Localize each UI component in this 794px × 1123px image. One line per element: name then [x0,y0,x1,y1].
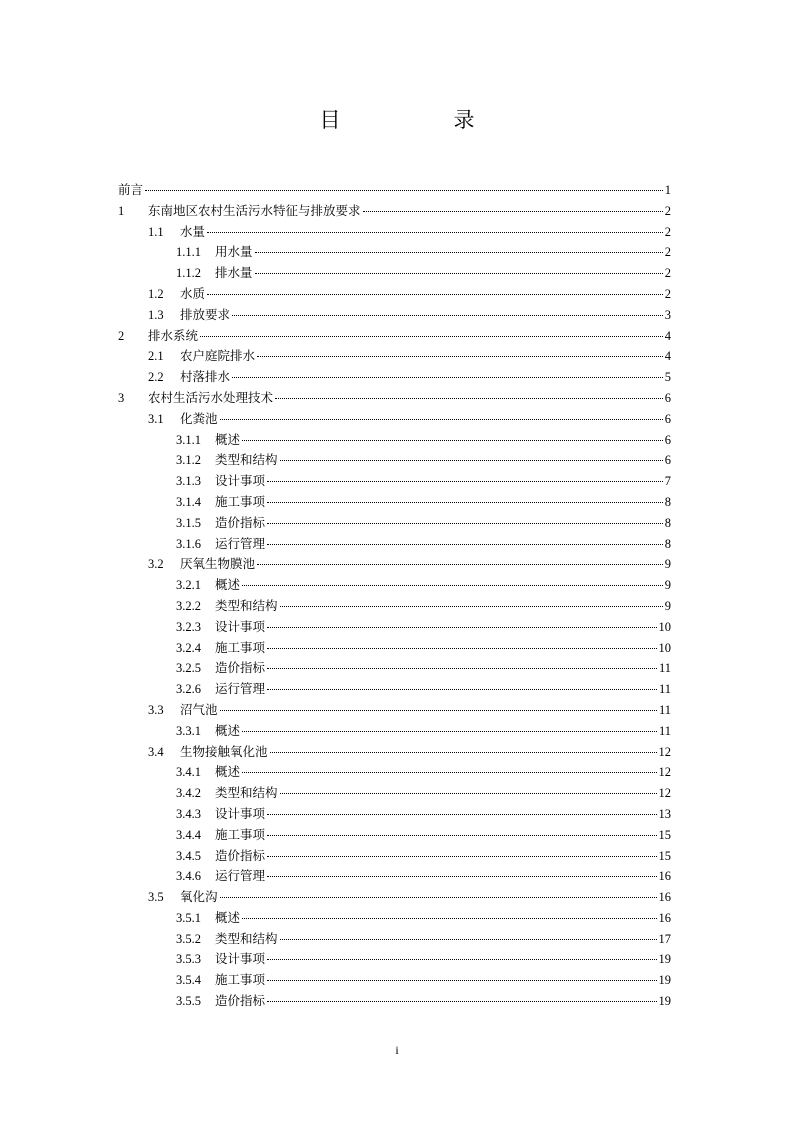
toc-entry[interactable] [118,513,671,534]
toc-entry-page-number: 15 [658,827,671,842]
toc-entry-number: 1 [118,203,125,218]
toc-entry[interactable] [118,242,671,263]
dot-leader [267,814,656,815]
toc-entry-title: 类型和结构 [215,785,278,801]
toc-entry-page-number: 15 [658,848,671,863]
dot-leader [363,211,663,212]
toc-entry-number: 3.4.6 [176,869,201,884]
toc-entry[interactable] [118,575,671,596]
toc-entry[interactable] [118,908,671,929]
toc-entry[interactable] [118,201,671,222]
dot-leader [255,273,663,274]
toc-entry-page-number: 19 [658,973,671,988]
toc-entry-title: 村落排水 [180,369,231,385]
dot-leader [280,606,663,607]
toc-entry-title: 化粪池 [180,410,218,426]
toc-entry-number: 3.2.5 [176,661,201,676]
toc-entry[interactable] [118,492,671,513]
toc-entry-title: 施工事项 [215,826,266,842]
toc-entry[interactable] [118,721,671,742]
dot-leader [242,918,656,919]
toc-entry-page-number: 2 [664,245,671,260]
toc-entry-number: 3.2.3 [176,619,201,634]
toc-entry-page-number: 17 [658,931,671,946]
toc-entry-title: 排水系统 [148,327,199,343]
toc-entry-page-number: 10 [658,640,671,655]
dot-leader [220,897,657,898]
toc-entry-page-number: 6 [664,432,671,447]
dot-leader [267,980,656,981]
dot-leader [267,502,663,503]
toc-entry[interactable] [118,346,671,367]
toc-entry-number: 3.4.5 [176,848,201,863]
toc-entry-number: 3.4.4 [176,827,201,842]
toc-entry[interactable] [118,450,671,471]
toc-entry-title: 概述 [215,431,241,447]
dot-leader [267,689,657,690]
toc-entry-page-number: 12 [658,765,671,780]
toc-entry-number: 3.2.6 [176,682,201,697]
toc-entry-page-number: 11 [658,682,671,697]
toc-entry-page-number: 11 [658,723,671,738]
dot-leader [267,1001,656,1002]
dot-leader [232,377,663,378]
toc-entry-number: 3.5.5 [176,994,201,1009]
toc-entry-title: 类型和结构 [215,930,278,946]
toc-entry-page-number: 19 [658,994,671,1009]
dot-leader [267,876,656,877]
dot-leader [242,440,663,441]
toc-entry-page-number: 7 [664,474,671,489]
toc-entry-page-number: 12 [658,786,671,801]
toc-entry-number: 1.2 [148,286,164,301]
dot-leader [145,190,663,191]
toc-entry-number: 2.1 [148,349,164,364]
toc-entry-title: 造价指标 [215,993,266,1009]
toc-entry[interactable] [118,679,671,700]
toc-entry-title: 施工事项 [215,639,266,655]
toc-entry-page-number: 1 [664,183,671,197]
dot-leader [280,939,657,940]
dot-leader [267,627,656,628]
toc-entry[interactable] [118,596,671,617]
toc-entry-page-number: 2 [664,266,671,281]
toc-entry-page-number: 4 [664,349,671,364]
dot-leader [220,710,657,711]
toc-entry-number: 3.2.2 [176,598,201,613]
toc-entry-title: 概述 [215,764,241,780]
toc-entry-title: 氧化沟 [180,889,218,905]
toc-entry-number: 3.1.2 [176,453,201,468]
toc-entry-number: 3.5 [148,890,164,905]
toc-entry-page-number: 19 [658,952,671,967]
toc-entry-page-number: 2 [664,224,671,239]
toc-entry-page-number: 9 [664,557,671,572]
toc-entry-page-number: 11 [658,661,671,676]
toc-entry-title: 类型和结构 [215,597,278,613]
toc-entry-title: 概述 [215,909,241,925]
toc-entry[interactable] [118,846,671,867]
dot-leader [207,232,663,233]
toc-entry-number: 3.4.3 [176,806,201,821]
toc-entry-title: 概述 [215,722,241,738]
toc-entry-number: 3.3 [148,702,164,717]
toc-entry-title: 排放要求 [180,306,231,322]
toc-entry-title: 设计事项 [215,951,266,967]
dot-leader [267,544,663,545]
toc-entry[interactable] [118,388,671,409]
dot-leader [220,419,663,420]
toc-entry-number: 1.1.1 [176,245,201,260]
toc-entry-title: 沼气池 [180,701,218,717]
toc-entry-title: 运行管理 [215,681,266,697]
toc-entry-title: 东南地区农村生活污水特征与排放要求 [148,202,361,218]
dot-leader [267,668,657,669]
toc-entry-number: 1.1 [148,224,164,239]
toc-entry-number: 3.1.3 [176,474,201,489]
toc-entry-title: 水量 [180,223,206,239]
toc-entry-page-number: 9 [664,578,671,593]
toc-entry[interactable] [118,222,671,243]
toc-entry-number: 3.4 [148,744,164,759]
dot-leader [255,252,663,253]
dot-leader [267,481,663,482]
toc-entry-page-number: 2 [664,286,671,301]
dot-leader [242,731,657,732]
toc-entry-page-number: 8 [664,494,671,509]
toc-entry-page-number: 9 [664,598,671,613]
toc-entry-number: 3.1.1 [176,432,201,447]
toc-entry[interactable] [118,970,671,991]
toc-entry-title: 施工事项 [215,972,266,988]
toc-entry[interactable] [118,825,671,846]
table-of-contents [118,180,671,1012]
toc-entry-page-number: 8 [664,515,671,530]
toc-entry[interactable] [118,742,671,763]
toc-entry[interactable] [118,991,671,1012]
toc-entry-number: 1.1.2 [176,266,201,281]
toc-entry-page-number: 12 [658,744,671,759]
dot-leader [207,294,663,295]
toc-entry-page-number: 6 [664,411,671,426]
dot-leader [270,752,657,753]
toc-entry[interactable] [118,554,671,575]
toc-entry[interactable] [118,409,671,430]
toc-entry[interactable] [118,471,671,492]
toc-entry-page-number: 10 [658,619,671,634]
dot-leader [200,336,663,337]
toc-entry-number: 3 [118,390,125,405]
toc-entry-number: 3.1.5 [176,515,201,530]
toc-entry-page-number: 6 [664,453,671,468]
toc-entry-number: 3.3.1 [176,723,201,738]
dot-leader [267,856,656,857]
toc-entry-title: 运行管理 [215,535,266,551]
toc-entry-number: 3.1.6 [176,536,201,551]
dot-leader [242,585,663,586]
toc-entry-title: 设计事项 [215,805,266,821]
toc-entry-title: 用水量 [215,244,253,260]
toc-entry-number: 3.2.1 [176,578,201,593]
toc-entry-title: 前言 [118,182,144,197]
toc-entry-title: 排水量 [215,265,253,281]
page-footer-number: i [395,1043,399,1057]
toc-entry-title: 造价指标 [215,847,266,863]
toc-entry-number: 3.5.4 [176,973,201,988]
toc-entry-title: 类型和结构 [215,452,278,468]
dot-leader [257,356,663,357]
toc-entry[interactable] [118,762,671,783]
dot-leader [242,772,656,773]
toc-entry-number: 2 [118,328,125,343]
dot-leader [275,398,663,399]
toc-entry-title: 设计事项 [215,618,266,634]
toc-entry-number: 3.1.4 [176,494,201,509]
toc-entry-number: 3.4.2 [176,786,201,801]
toc-entry[interactable] [118,180,671,201]
toc-entry-number: 2.2 [148,370,164,385]
toc-entry-title: 厌氧生物膜池 [180,556,256,572]
toc-entry-number: 3.1 [148,411,164,426]
toc-entry-page-number: 5 [664,370,671,385]
toc-entry[interactable] [118,866,671,887]
toc-entry-number: 1.3 [148,307,164,322]
toc-entry-number: 3.2.4 [176,640,201,655]
toc-entry-title: 施工事项 [215,493,266,509]
dot-leader [267,523,663,524]
toc-entry-page-number: 4 [664,328,671,343]
toc-entry-title: 水质 [180,285,206,301]
toc-entry[interactable] [118,263,671,284]
toc-entry[interactable] [118,305,671,326]
page-title: 目 录 [319,108,521,132]
toc-entry-page-number: 3 [664,307,671,322]
toc-entry-number: 3.5.2 [176,931,201,946]
toc-entry[interactable] [118,284,671,305]
toc-entry[interactable] [118,617,671,638]
dot-leader [267,835,656,836]
toc-entry-page-number: 13 [658,806,671,821]
toc-entry[interactable] [118,534,671,555]
toc-entry[interactable] [118,367,671,388]
toc-entry-title: 造价指标 [215,660,266,676]
toc-entry-page-number: 11 [658,702,671,717]
toc-entry-page-number: 16 [658,869,671,884]
toc-entry-number: 3.5.1 [176,910,201,925]
toc-entry-title: 生物接触氧化池 [180,743,268,759]
dot-leader [232,315,663,316]
toc-entry-number: 3.2 [148,557,164,572]
dot-leader [257,564,663,565]
toc-entry[interactable] [118,804,671,825]
toc-entry[interactable] [118,700,671,721]
toc-entry-page-number: 8 [664,536,671,551]
toc-entry-title: 农户庭院排水 [180,348,256,364]
toc-entry-number: 3.4.1 [176,765,201,780]
dot-leader [280,460,663,461]
toc-entry[interactable] [118,658,671,679]
toc-entry[interactable] [118,783,671,804]
dot-leader [280,793,657,794]
toc-entry-page-number: 16 [658,910,671,925]
dot-leader [267,648,656,649]
toc-entry[interactable] [118,430,671,451]
toc-entry-title: 造价指标 [215,514,266,530]
toc-entry[interactable] [118,326,671,347]
toc-entry-page-number: 16 [658,890,671,905]
dot-leader [267,959,656,960]
toc-entry-page-number: 2 [664,203,671,218]
toc-entry[interactable] [118,887,671,908]
toc-entry-title: 设计事项 [215,473,266,489]
toc-entry[interactable] [118,949,671,970]
toc-entry-number: 3.5.3 [176,952,201,967]
toc-entry-title: 概述 [215,577,241,593]
toc-entry[interactable] [118,929,671,950]
toc-entry-title: 农村生活污水处理技术 [148,389,274,405]
toc-entry[interactable] [118,638,671,659]
toc-entry-page-number: 6 [664,390,671,405]
toc-entry-title: 运行管理 [215,868,266,884]
